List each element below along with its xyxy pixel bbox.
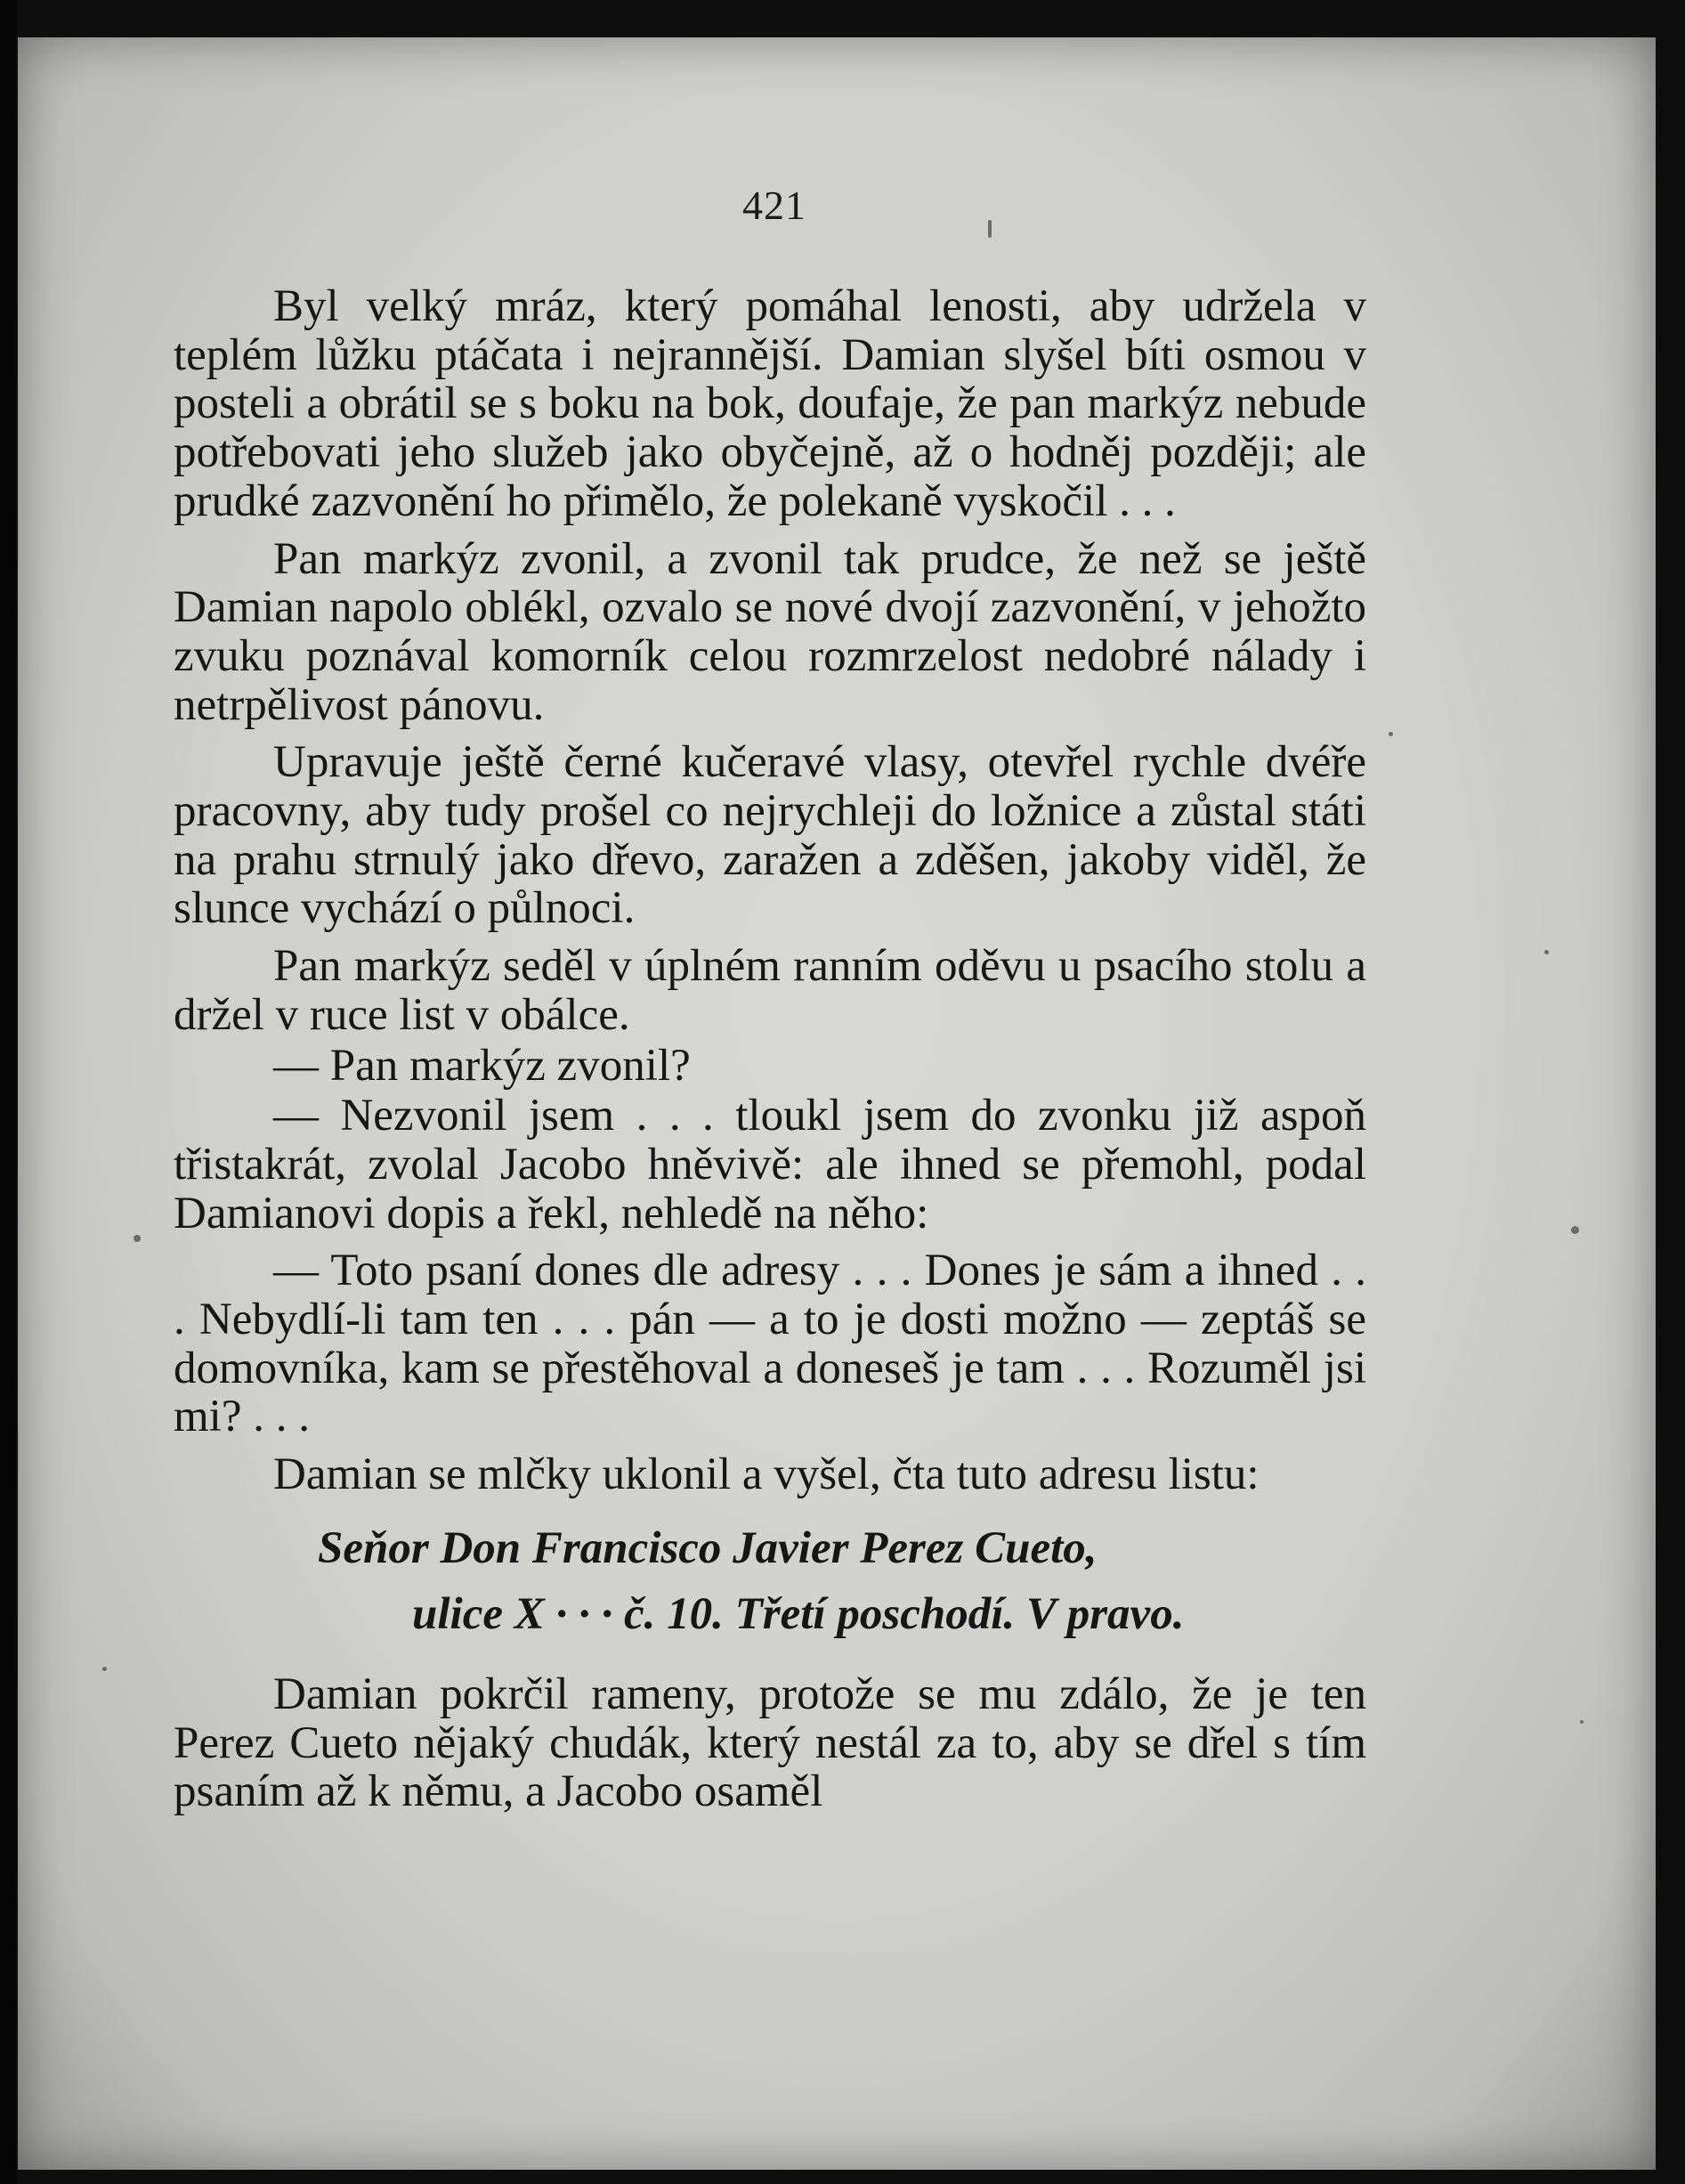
dialogue-line: — Toto psaní dones dle adresy . . . Dones je sám a ihned . . . Nebydlí-li tam ten . . . pán — a to je dosti možno — zeptáš se domovníka, kam se přestěhoval a doneseš je tam . . . Rozuměl jsi mi? . . . [174, 1246, 1366, 1442]
scan-speck [102, 1667, 107, 1671]
scan-left-edge [0, 0, 16, 2184]
scan-speck [134, 1235, 141, 1242]
scan-speck [1544, 950, 1549, 954]
address-line: ulice X · · · č. 10. Třetí poschodí. V pravo. [412, 1588, 1185, 1639]
paragraph: Pan markýz seděl v úplném ranním oděvu u psacího stolu a držel v ruce list v obálce. [174, 941, 1366, 1040]
page-number: 421 [742, 183, 806, 228]
scan-speck [1389, 732, 1393, 736]
dialogue-line: — Nezvonil jsem . . . tloukl jsem do zvonku již aspoň třistakrát, zvolal Jacobo hněvivě: ale ihned se přemohl, podal Damianovi dopis a řekl, nehledě na něho: [174, 1091, 1366, 1238]
body-text [174, 282, 1366, 1825]
scan-speck [1571, 1226, 1579, 1234]
paragraph: Upravuje ještě černé kučeravé vlasy, otevřel rychle dvéře pracovny, aby tudy prošel co nejrychleji do ložnice a zůstal státi na prahu strnulý jako dřevo, zaražen a zděšen, jakoby viděl, že slunce vychází o půlnoci. [174, 737, 1366, 934]
address-line: Seňor Don Francisco Javier Perez Cueto, [318, 1522, 1098, 1573]
letter-address [174, 1515, 1366, 1647]
paragraph: Damian se mlčky uklonil a vyšel, čta tuto adresu listu: [273, 1449, 1260, 1500]
book-page [18, 37, 1656, 2170]
paragraph: Pan markýz zvonil, a zvonil tak prudce, že než se ještě Damian napolo oblékl, ozvalo se nové dvojí zazvonění, v jehožto zvuku poznával komorník celou rozmrzelost nedobré nálady i netrpělivost pánovu. [174, 533, 1366, 730]
paragraph: Damian pokrčil rameny, protože se mu zdálo, že je ten Perez Cueto nějaký chudák, který nestál za to, aby se dřel s tím psaním až k němu, a Jacobo osaměl [174, 1668, 1366, 1817]
dialogue-line: — Pan markýz zvonil? [273, 1040, 691, 1091]
paragraph: Byl velký mráz, který pomáhal lenosti, aby udržela v teplém lůžku ptáčata i nejrannější. Damian slyšel bíti osmou v posteli a obrátil se s boku na bok, doufaje, že pan markýz nebude potřebovati jeho služeb jako obyčejně, až o hodněj později; ale prudké zazvonění ho přimělo, že polekaně vyskočil . . . [174, 281, 1366, 526]
scan-speck [1580, 1720, 1584, 1724]
